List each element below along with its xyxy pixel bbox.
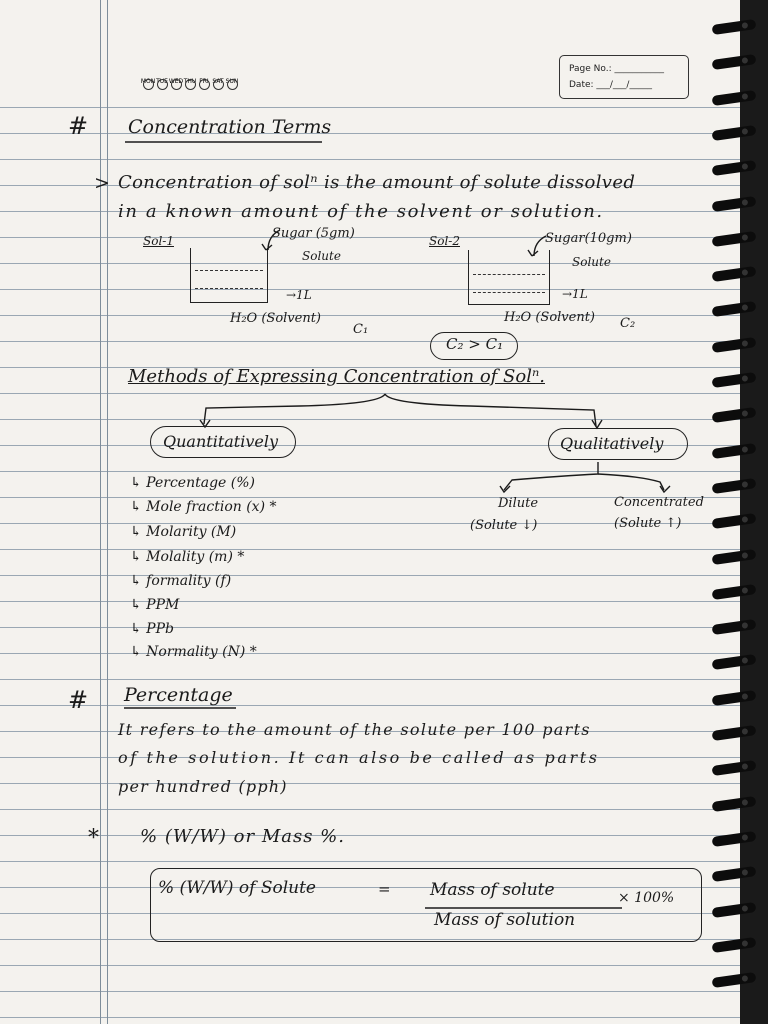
- percentage-title: Percentage: [124, 684, 233, 706]
- concentrated-sub: (Solute ↑): [614, 516, 682, 531]
- binding-ring: [712, 796, 757, 812]
- binding-ring: [712, 548, 757, 564]
- sol1-solute: Sugar (5gm): [272, 226, 355, 241]
- sol1-concentration: C₁: [353, 322, 369, 337]
- weekday: WED: [170, 78, 182, 85]
- binding-ring: [712, 725, 757, 741]
- formula-multiplier: × 100%: [618, 890, 675, 906]
- binding-ring: [712, 160, 757, 176]
- binding-ring: [712, 266, 757, 282]
- branch-dilute: [504, 462, 598, 490]
- method-item: ↳ Molality (m) *: [130, 549, 245, 565]
- brace-right: [385, 394, 596, 426]
- formula-numerator: Mass of solute: [430, 880, 555, 900]
- weekday: FRI: [198, 78, 210, 85]
- binding-ring: [712, 54, 757, 70]
- sol2-solvent: H₂O (Solvent): [504, 310, 596, 325]
- binding-ring: [712, 866, 757, 882]
- comparison-text: C₂ > C₁: [446, 335, 504, 353]
- weekday: TUE: [156, 78, 168, 85]
- brace-left: [204, 394, 385, 424]
- dilute-sub: (Solute ↓): [470, 518, 538, 533]
- ww-heading: % (W/W) or Mass %.: [140, 826, 346, 847]
- binding-ring: [712, 90, 757, 106]
- dilute-label: Dilute: [498, 496, 539, 511]
- sol2-solute: Sugar(10gm): [545, 231, 632, 246]
- percentage-line-3: per hundred (pph): [118, 777, 288, 796]
- binding-ring: [712, 619, 757, 635]
- page-title: Concentration Terms: [128, 116, 332, 138]
- definition-line-1: Concentration of solⁿ is the amount of solute dissolved: [118, 172, 636, 193]
- weekday: SUN: [226, 78, 238, 85]
- binding-ring: [712, 478, 757, 494]
- percentage-line-2: of the solution. It can also be called as parts: [118, 748, 600, 767]
- method-item: ↳ Percentage (%): [130, 475, 255, 491]
- date-field: Date: ___/___/_____: [569, 80, 652, 90]
- weekday: MON: [142, 78, 154, 85]
- binding-ring: [712, 443, 757, 459]
- binding-ring: [712, 195, 757, 211]
- binding-ring: [712, 690, 757, 706]
- sol1-label: Sol-1: [143, 234, 174, 248]
- method-item: ↳ Mole fraction (x) *: [130, 499, 277, 515]
- method-item: ↳ Normality (N) *: [130, 644, 257, 660]
- concentrated-label: Concentrated: [614, 495, 704, 510]
- hash-mark: #: [68, 112, 89, 140]
- sol2-volume: →1L: [562, 287, 588, 301]
- binding-ring: [712, 407, 757, 423]
- weekday: SAT: [212, 78, 224, 85]
- binding-ring: [712, 972, 757, 988]
- sol2-concentration: C₂: [620, 316, 636, 331]
- formula-lhs: % (W/W) of Solute: [158, 878, 316, 898]
- branch-concentrated: [598, 474, 664, 490]
- binding-ring: [712, 19, 757, 35]
- spiral-binding: [710, 0, 768, 1024]
- formula-denominator: Mass of solution: [434, 910, 576, 930]
- qualitative-label: Qualitatively: [560, 434, 664, 453]
- binding-ring: [712, 513, 757, 529]
- binding-ring: [712, 760, 757, 776]
- method-item: ↳ PPb: [130, 621, 174, 637]
- page-number-field: Page No.: ___________: [569, 64, 664, 74]
- methods-title: Methods of Expressing Concentration of Solⁿ.: [128, 366, 545, 387]
- definition-line-2: in a known amount of the solvent or solution.: [118, 201, 604, 222]
- quantitative-label: Quantitatively: [163, 432, 278, 451]
- sol2-label: Sol-2: [429, 234, 460, 248]
- binding-ring: [712, 337, 757, 353]
- weekday: THU: [184, 78, 196, 85]
- binding-ring: [712, 831, 757, 847]
- binding-ring: [712, 901, 757, 917]
- method-item: ↳ formality (f): [130, 573, 232, 589]
- percentage-line-1: It refers to the amount of the solute per 100 parts: [118, 720, 591, 739]
- hash-mark: #: [68, 686, 89, 714]
- binding-ring: [712, 937, 757, 953]
- bullet-mark: >: [94, 172, 110, 194]
- sol1-solvent: H₂O (Solvent): [230, 311, 322, 326]
- binding-ring: [712, 372, 757, 388]
- formula-equals: =: [378, 880, 391, 898]
- star-mark: *: [88, 826, 99, 851]
- binding-ring: [712, 301, 757, 317]
- binding-ring: [712, 584, 757, 600]
- sol2-solute-word: Solute: [572, 255, 611, 269]
- method-item: ↳ PPM: [130, 597, 180, 613]
- binding-ring: [712, 231, 757, 247]
- binding-ring: [712, 125, 757, 141]
- binding-ring: [712, 654, 757, 670]
- sol1-solute-word: Solute: [302, 249, 341, 263]
- method-item: ↳ Molarity (M): [130, 524, 237, 540]
- sol1-volume: →1L: [286, 288, 312, 302]
